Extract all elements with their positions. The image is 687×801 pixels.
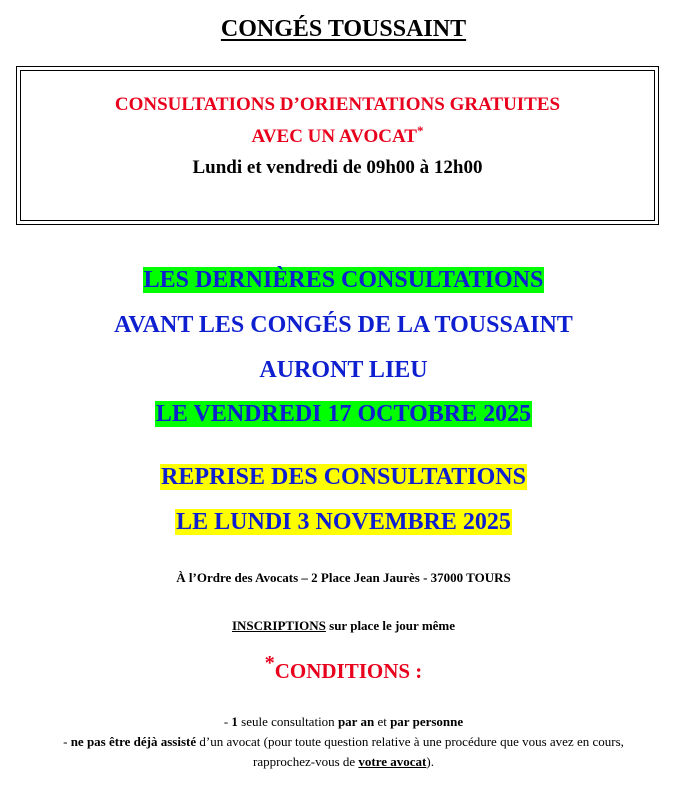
announcement-line1 (0, 265, 687, 295)
condition-1-text-a: seule consultation (237, 714, 338, 729)
announcement-date (0, 399, 687, 429)
reprise-line1-text: REPRISE DES CONSULTATIONS (160, 464, 526, 490)
address: À l’Ordre des Avocats – 2 Place Jean Jaurès - 37000 TOURS (176, 570, 511, 585)
condition-item-2-cont (0, 752, 687, 772)
conditions-asterisk: * (264, 652, 275, 674)
condition-1-dash: - (223, 714, 232, 729)
info-box (16, 66, 659, 225)
condition-2-emphasis: ne pas être déjà assisté (70, 734, 197, 749)
reprise-date (0, 507, 687, 537)
conditions-list (0, 712, 687, 772)
inscriptions-text: sur place le jour même (325, 618, 456, 633)
condition-item-2 (0, 732, 687, 752)
reprise-line1 (0, 462, 687, 492)
conditions-title-text: CONDITIONS : (274, 659, 423, 683)
inscriptions-label: INSCRIPTIONS (231, 618, 326, 633)
box-heading-line2 (21, 120, 654, 154)
condition-2-your-lawyer: votre avocat (358, 754, 427, 769)
condition-1-per-year: par an (337, 714, 375, 729)
condition-2-text-a: d’un avocat (pour toute question relative à une procédure que vous avez en cours, (196, 734, 624, 749)
box-heading-line2-text: AVEC UN AVOCAT (251, 126, 417, 147)
condition-1-per-person: par personne (390, 714, 464, 729)
page-title: CONGÉS TOUSSAINT (220, 16, 467, 42)
condition-2-dash: - (63, 734, 71, 749)
announcement-line2: AVANT LES CONGÉS DE LA TOUSSAINT (114, 312, 573, 338)
info-box-inner (20, 70, 655, 221)
reprise-date-text: LE LUNDI 3 NOVEMBRE 2025 (176, 509, 511, 535)
condition-2-text-b: rapprochez-vous de (253, 754, 359, 769)
announcement-line3: AURONT LIEU (259, 357, 428, 383)
condition-2-end: ). (426, 754, 434, 769)
inscriptions-line (0, 617, 687, 635)
announcement-line1-text: LES DERNIÈRES CONSULTATIONS (143, 267, 544, 293)
condition-1-count: 1 (231, 714, 238, 729)
box-schedule: Lundi et vendredi de 09h00 à 12h00 (192, 157, 483, 178)
conditions-title (0, 652, 687, 687)
box-heading-line1: CONSULTATIONS D’ORIENTATIONS GRATUITES (114, 94, 561, 115)
condition-item-1 (0, 712, 687, 732)
announcement-date-text: LE VENDREDI 17 OCTOBRE 2025 (155, 401, 532, 427)
condition-1-text-b: et (374, 714, 391, 729)
asterisk-mark: * (416, 123, 424, 138)
